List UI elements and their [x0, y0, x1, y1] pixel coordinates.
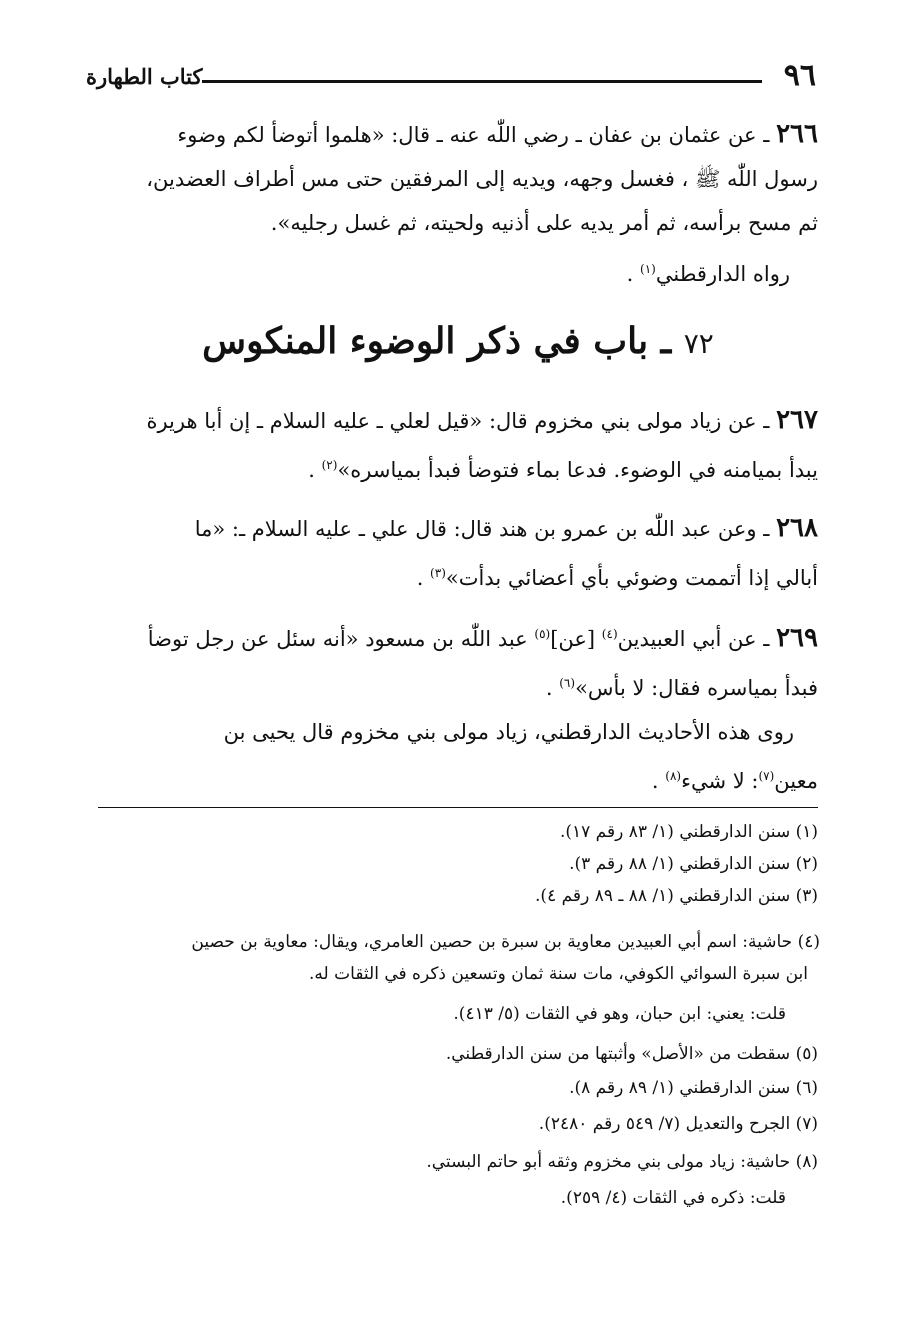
- chapter-title: ـ باب في ذكر الوضوء المنكوس: [202, 320, 672, 362]
- footnote-8: (٨) حاشية: زياد مولى بني مخزوم وثقه أبو حاتم البستي.: [426, 1152, 818, 1172]
- hadith-line: [88, 398, 818, 443]
- line-end: .: [651, 769, 666, 793]
- hadith-line: [88, 612, 818, 661]
- closing-paragraph: [88, 710, 818, 803]
- hadith-source: [627, 262, 790, 286]
- header-rule: [202, 80, 762, 83]
- hadith-269: [88, 612, 818, 710]
- footnote-8-remark: قلت: ذكره في الثقات (٤/ ٢٥٩).: [560, 1188, 786, 1208]
- closing-text: روى هذه الأحاديث الدارقطني، زياد مولى بني مخزوم قال يحيى بن: [223, 720, 794, 744]
- page-number: ٩٦: [783, 58, 816, 93]
- hadith-text: ـ عن أبي العبيدين: [617, 627, 770, 651]
- closing-text: : لا شيء: [681, 769, 759, 793]
- chapter-heading: [0, 320, 916, 362]
- hadith-text: فبدأ بمياسره فقال: لا بأس»: [575, 676, 818, 700]
- hadith-number: ٢٦٩: [776, 623, 818, 653]
- footnote-ref: (٨): [665, 769, 682, 783]
- hadith-number: ٢٦٨: [776, 513, 818, 543]
- footnote-1: (١) سنن الدارقطني (١/ ٨٣ رقم ١٧).: [559, 822, 818, 842]
- closing-line: [88, 754, 818, 803]
- hadith-line: [88, 551, 818, 600]
- hadith-266: [88, 112, 818, 245]
- line-end: .: [545, 676, 560, 700]
- hadith-number: ٢٦٧: [776, 405, 818, 435]
- hadith-line: [88, 112, 818, 157]
- footnote-5: (٥) سقطت من «الأصل» وأثبتها من سنن الدارقطني.: [445, 1044, 818, 1064]
- hadith-268: [88, 506, 818, 600]
- chapter-number: ٧٢: [683, 327, 714, 360]
- footnote-separator: [98, 807, 818, 808]
- footnote-2: (٢) سنن الدارقطني (١/ ٨٨ رقم ٣).: [569, 854, 818, 874]
- hadith-267: [88, 398, 818, 492]
- hadith-text: ـ وعن عبد اللّٰه بن عمرو بن هند قال: قال علي ـ عليه السلام ـ: «ما: [194, 517, 770, 541]
- footnote-ref: (٧): [758, 769, 775, 783]
- footnote-3: (٣) سنن الدارقطني (١/ ٨٨ ـ ٨٩ رقم ٤).: [535, 886, 818, 906]
- hadith-line: [88, 443, 818, 492]
- hadith-text: ثم مسح برأسه، ثم أمر يديه على أذنيه ولحيته، ثم غسل رجليه».: [270, 211, 818, 235]
- footnote-4: (٤) حاشية: اسم أبي العبيدين معاوية بن سبرة بن حصين العامري، ويقال: معاوية بن حصين: [191, 932, 820, 952]
- footnote-4-continued: ابن سبرة السوائي الكوفي، مات سنة ثمان وتسعين ذكره في الثقات له.: [309, 964, 808, 984]
- footnote-ref: (١): [640, 262, 656, 276]
- hadith-text: يبدأ بميامنه في الوضوء. فدعا بماء فتوضأ فبدأ بمياسره»: [337, 458, 818, 482]
- hadith-line: [88, 506, 818, 551]
- footnote-ref: (٤): [601, 627, 618, 641]
- book-title: كتاب الطهارة: [86, 64, 203, 89]
- source-text: رواه الدارقطني: [655, 262, 790, 286]
- source-end: .: [626, 262, 641, 286]
- hadith-text: ـ عن زياد مولى بني مخزوم قال: «قيل لعلي ـ عليه السلام ـ إن أبا هريرة: [146, 409, 770, 433]
- hadith-text: رسول اللّٰه ﷺ ، فغسل وجهه، ويديه إلى المرفقين حتى مس أطراف العضدين،: [146, 167, 818, 191]
- footnote-ref: (٢): [321, 458, 338, 472]
- footnote-ref: (٦): [559, 676, 576, 690]
- hadith-text: [عن]: [550, 627, 602, 651]
- hadith-text: ـ عن عثمان بن عفان ـ رضي اللّٰه عنه ـ قال: «هلموا أتوضأ لكم وضوء: [177, 123, 770, 147]
- line-end: .: [416, 566, 431, 590]
- page-header: [86, 58, 816, 98]
- closing-text: معين: [774, 769, 818, 793]
- footnote-4-remark: قلت: يعني: ابن حبان، وهو في الثقات (٥/ ٤١٣).: [453, 1004, 786, 1024]
- footnote-6: (٦) سنن الدارقطني (١/ ٨٩ رقم ٨).: [569, 1078, 818, 1098]
- line-end: .: [308, 458, 322, 482]
- footnote-ref: (٣): [430, 566, 446, 580]
- footnote-7: (٧) الجرح والتعديل (٧/ ٥٤٩ رقم ٢٤٨٠).: [538, 1114, 818, 1134]
- hadith-text: عبد اللّٰه بن مسعود «أنه سئل عن رجل توضأ: [147, 627, 535, 651]
- hadith-line: [88, 661, 818, 710]
- hadith-number: ٢٦٦: [776, 119, 818, 149]
- hadith-text: أبالي إذا أتممت وضوئي بأي أعضائي بدأت»: [445, 566, 818, 590]
- footnote-ref: (٥): [534, 627, 551, 641]
